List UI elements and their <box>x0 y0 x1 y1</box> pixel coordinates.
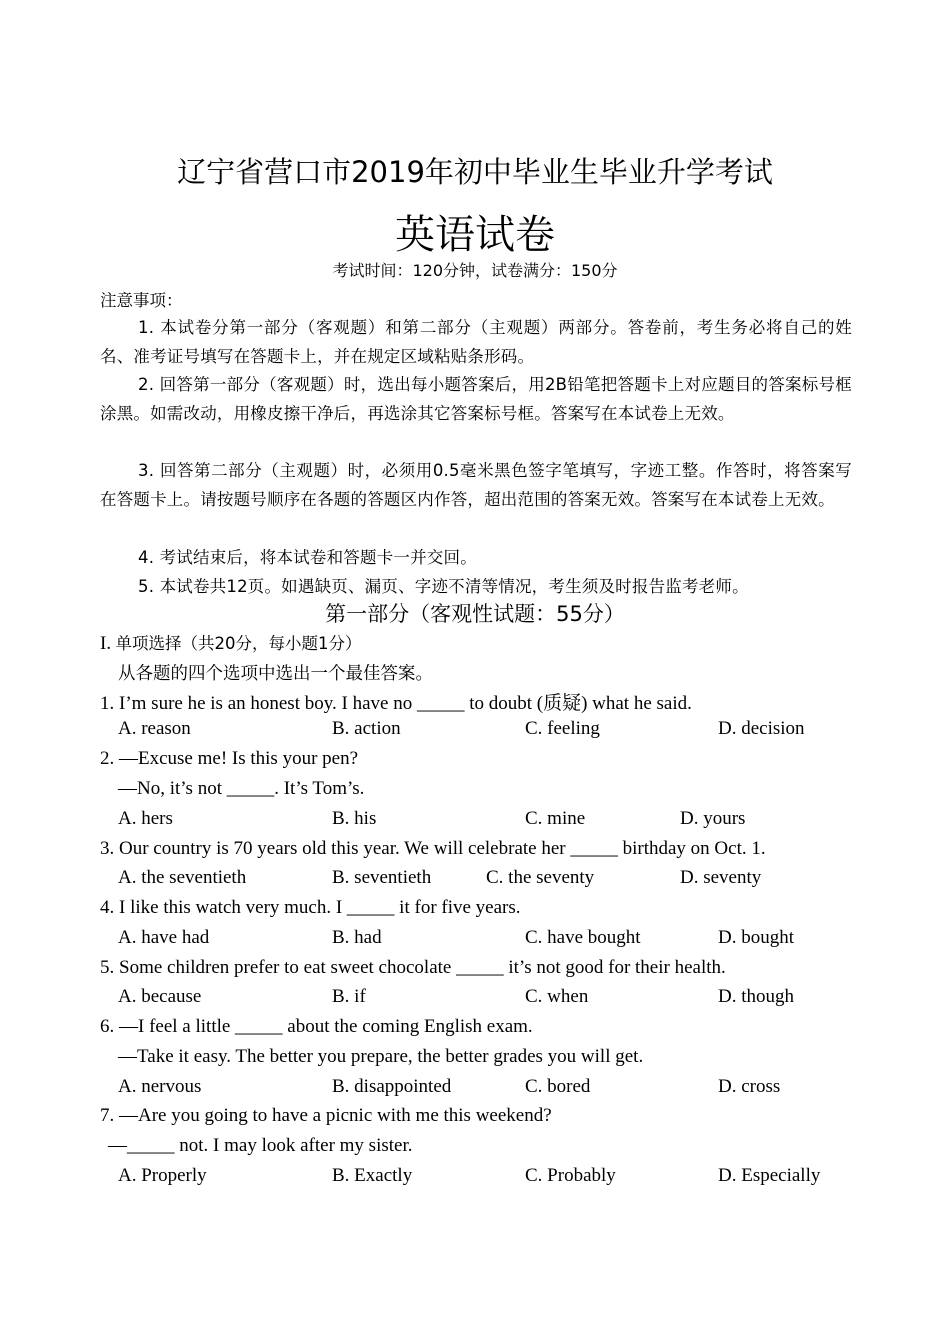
option: A. reason <box>118 718 191 739</box>
section-number: I. <box>100 633 112 654</box>
notice-item: 5. 本试卷共12页。如遇缺页、漏页、字迹不清等情况，考生须及时报告监考老师。 <box>138 577 749 596</box>
option: D. decision <box>718 718 805 739</box>
option: D. Especially <box>718 1165 821 1186</box>
question-stem: 1. I’m sure he is an honest boy. I have no _____ to doubt (质疑) what he said. <box>100 693 692 714</box>
option: A. the seventieth <box>118 867 247 888</box>
option: C. Probably <box>525 1165 616 1186</box>
option: D. bought <box>718 927 794 948</box>
option: D. cross <box>718 1076 781 1097</box>
option: A. have had <box>118 927 210 948</box>
section-instruction: 从各题的四个选项中选出一个最佳答案。 <box>118 664 433 684</box>
question-stem: —No, it’s not _____. It’s Tom’s. <box>118 778 365 799</box>
option: B. disappointed <box>332 1076 452 1097</box>
option: A. hers <box>118 808 173 829</box>
option: C. have bought <box>525 927 641 948</box>
option: A. Properly <box>118 1165 207 1186</box>
notice-item: 3. 回答第二部分（主观题）时，必须用0.5毫米黑色签字笔填写，字迹工整。作答时，将答案写在答题卡上。请按题号顺序在各题的答题区内作答，超出范围的答案无效。答案写在本试卷上无效。 <box>100 461 852 509</box>
question-stem: 4. I like this watch very much. I _____ it for five years. <box>100 897 521 918</box>
section-title <box>100 630 361 655</box>
option: B. action <box>332 718 401 739</box>
exam-info: 考试时间：120分钟，试卷满分：150分 <box>332 261 618 280</box>
notice-item: 4. 考试结束后，将本试卷和答题卡一并交回。 <box>138 548 477 567</box>
option: A. nervous <box>118 1076 202 1097</box>
option: B. if <box>332 986 366 1007</box>
subject-title: 英语试卷 <box>395 212 555 258</box>
option: D. seventy <box>680 867 762 888</box>
option: C. the seventy <box>486 867 595 888</box>
question-stem: 6. —I feel a little _____ about the coming English exam. <box>100 1016 533 1037</box>
option: C. feeling <box>525 718 600 739</box>
notice-heading: 注意事项： <box>100 291 183 310</box>
option: C. mine <box>525 808 586 829</box>
notice-item: 1. 本试卷分第一部分（客观题）和第二部分（主观题）两部分。答卷前，考生务必将自己的姓名、准考证号填写在答题卡上，并在规定区域粘贴条形码。 <box>100 318 852 366</box>
option: B. his <box>332 808 377 829</box>
option: B. Exactly <box>332 1165 413 1186</box>
option: C. bored <box>525 1076 591 1097</box>
option: A. because <box>118 986 202 1007</box>
part-title: 第一部分（客观性试题：55分） <box>325 602 625 626</box>
option: B. had <box>332 927 382 948</box>
section-title-text: 单项选择（共20分，每小题1分） <box>115 634 362 653</box>
question-stem: 5. Some children prefer to eat sweet chocolate _____ it’s not good for their health. <box>100 957 726 978</box>
exam-title: 辽宁省营口市2019年初中毕业生毕业升学考试 <box>177 155 773 189</box>
question-stem: 3. Our country is 70 years old this year. We will celebrate her _____ birthday on Oct. 1. <box>100 838 766 859</box>
question-stem: 7. —Are you going to have a picnic with me this weekend? <box>100 1105 552 1126</box>
option: D. yours <box>680 808 746 829</box>
option: D. though <box>718 986 794 1007</box>
notice-item: 2. 回答第一部分（客观题）时，选出每小题答案后，用2B铅笔把答题卡上对应题目的答案标号框涂黑。如需改动，用橡皮擦干净后，再选涂其它答案标号框。答案写在本试卷上无效。 <box>100 375 852 423</box>
question-stem: —Take it easy. The better you prepare, the better grades you will get. <box>118 1046 644 1067</box>
question-stem: —_____ not. I may look after my sister. <box>108 1135 413 1156</box>
question-stem: 2. —Excuse me! Is this your pen? <box>100 748 359 769</box>
option: B. seventieth <box>332 867 432 888</box>
option: C. when <box>525 986 589 1007</box>
